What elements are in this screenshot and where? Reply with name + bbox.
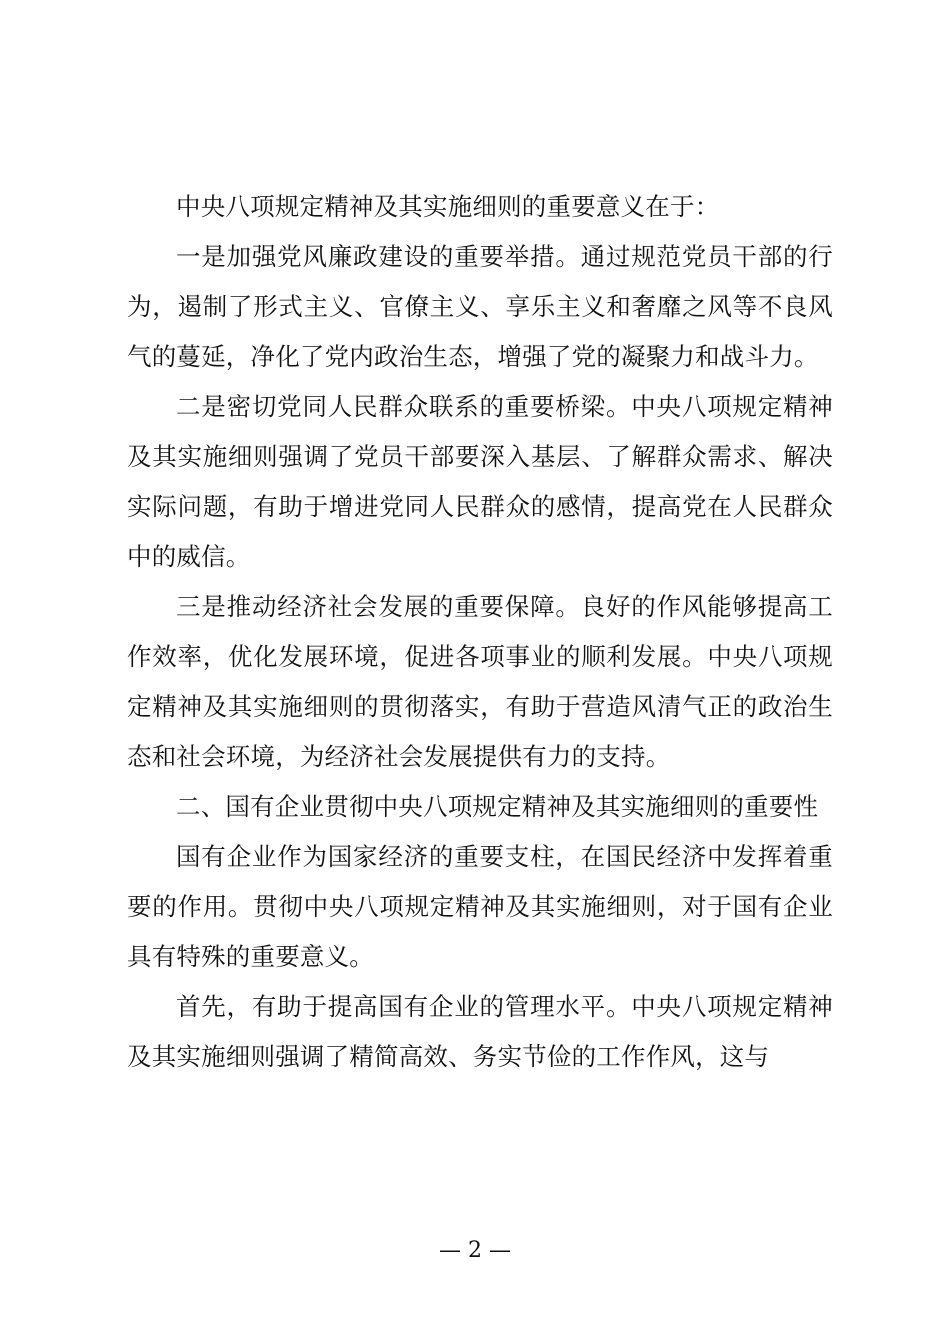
paragraph-point-two: 二是密切党同人民群众联系的重要桥梁。中央八项规定精神及其实施细则强调了党员干部要深入基层、了解群众需求、解决实际问题，有助于增进党同人民群众的感情，提高党在人民群众中的威信。	[127, 392, 833, 571]
paragraph-first: 首先，有助于提高国有企业的管理水平。中央八项规定精神及其实施细则强调了精简高效、务实节俭的工作作风，这与	[127, 992, 833, 1071]
page-number: — 2 —	[439, 1238, 511, 1263]
paragraph-point-one: 一是加强党风廉政建设的重要举措。通过规范党员干部的行为，遏制了形式主义、官僚主义、享乐主义和奢靡之风等不良风气的蔓延，净化了党内政治生态，增强了党的凝聚力和战斗力。	[127, 242, 833, 371]
paragraph-intro: 中央八项规定精神及其实施细则的重要意义在于：	[176, 192, 720, 221]
paragraph-point-three: 三是推动经济社会发展的重要保障。良好的作风能够提高工作效率，优化发展环境，促进各项事业的顺利发展。中央八项规定精神及其实施细则的贯彻落实，有助于营造风清气正的政治生态和社会环境，为经济社会发展提供有力的支持。	[127, 592, 833, 771]
section-heading: 二、国有企业贯彻中央八项规定精神及其实施细则的重要性	[176, 792, 819, 821]
document-body	[127, 182, 833, 1082]
paragraph-soe-role: 国有企业作为国家经济的重要支柱，在国民经济中发挥着重要的作用。贯彻中央八项规定精神及其实施细则，对于国有企业具有特殊的重要意义。	[127, 842, 833, 971]
